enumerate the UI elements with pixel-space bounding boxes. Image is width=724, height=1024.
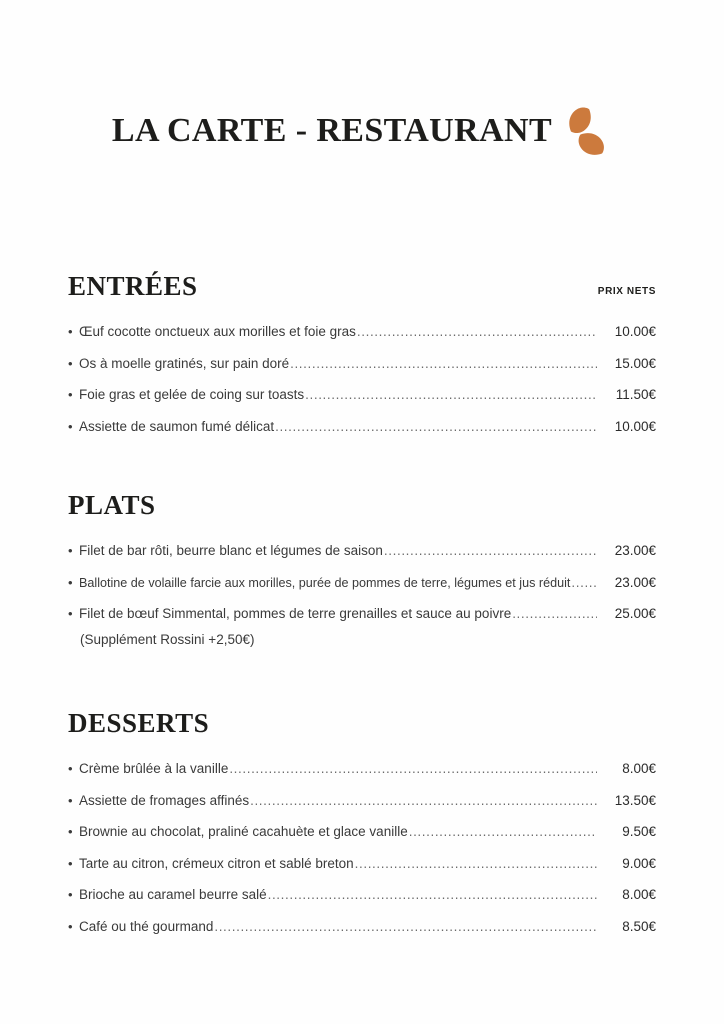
- item-name: Foie gras et gelée de coing sur toasts: [79, 387, 305, 403]
- menu-item-row: [68, 575, 656, 591]
- section-entrees: [68, 268, 656, 450]
- bullet-icon: •: [68, 355, 73, 371]
- menu-item-row: [68, 824, 656, 840]
- item-price: 25.00€: [614, 606, 656, 622]
- item-price: 9.00€: [622, 855, 656, 871]
- bullet-icon: •: [68, 824, 73, 840]
- bullet-icon: •: [68, 606, 73, 622]
- dot-leader: [229, 761, 597, 773]
- menu-item-row: [68, 793, 656, 809]
- bullet-icon: •: [68, 918, 73, 934]
- item-price: 11.50€: [615, 387, 656, 403]
- bullet-icon: •: [68, 887, 73, 903]
- section-title: DESSERTS: [68, 708, 210, 738]
- item-list: [68, 761, 656, 934]
- item-name: Brownie au chocolat, praliné cacahuète et glace vanille: [79, 824, 408, 840]
- bullet-icon: •: [68, 855, 73, 871]
- section-header: [68, 268, 656, 300]
- item-name: Filet de bœuf Simmental, pommes de terre grenailles et sauce au poivre: [79, 606, 512, 622]
- bullet-icon: •: [68, 792, 73, 808]
- dot-leader: [214, 919, 597, 931]
- dot-leader: [355, 856, 597, 868]
- dot-leader: [357, 324, 597, 336]
- menu-item-row: [68, 761, 656, 777]
- menu-item-row: [68, 387, 656, 403]
- menu-item-row: [68, 419, 656, 435]
- bullet-icon: •: [68, 761, 73, 776]
- item-price: 10.00€: [614, 324, 656, 339]
- menu-item-row: [68, 856, 656, 872]
- two-leaves-icon: [566, 104, 612, 158]
- menu-item-row: [68, 356, 656, 372]
- section-title: PLATS: [68, 490, 156, 520]
- dot-leader: [512, 606, 597, 618]
- item-price: 8.00€: [622, 761, 656, 776]
- dot-leader: [409, 824, 597, 836]
- menu-item-row: [68, 887, 656, 903]
- bullet-icon: •: [68, 387, 73, 403]
- menu-item-row: [68, 919, 656, 935]
- item-name: Assiette de saumon fumé délicat: [79, 418, 275, 434]
- item-name: Café ou thé gourmand: [79, 918, 214, 934]
- item-supplement-note: (Supplément Rossini +2,50€): [80, 631, 255, 647]
- item-list: [68, 324, 656, 434]
- menu-header: [0, 104, 724, 158]
- item-name: Assiette de fromages affinés: [79, 792, 250, 808]
- section-title: ENTRÉES: [68, 271, 198, 301]
- item-price: 23.00€: [614, 543, 656, 558]
- prix-nets-label: PRIX NETS: [597, 286, 656, 297]
- dot-leader: [290, 356, 597, 368]
- item-price: 23.00€: [614, 574, 656, 590]
- menu-item-row: [68, 324, 656, 340]
- item-name: Crème brûlée à la vanille: [79, 761, 229, 776]
- item-name: Ballotine de volaille farcie aux morilles, purée de pommes de terre, légumes et jus réduit: [79, 575, 571, 590]
- menu-item-row: [68, 543, 656, 559]
- item-price: 8.50€: [622, 918, 656, 934]
- item-price: 9.50€: [622, 824, 656, 840]
- section-header: [68, 705, 656, 737]
- item-name: Brioche au caramel beurre salé: [79, 887, 267, 903]
- menu-item-row: [68, 606, 656, 622]
- item-list: [68, 543, 656, 647]
- dot-leader: [275, 419, 597, 431]
- item-name: Os à moelle gratinés, sur pain doré: [79, 355, 290, 371]
- section-plats: [68, 487, 656, 647]
- section-desserts: [68, 705, 656, 950]
- item-name: Tarte au citron, crémeux citron et sablé breton: [79, 855, 354, 871]
- item-name: Œuf cocotte onctueux aux morilles et foie gras: [79, 324, 356, 339]
- item-price: 8.00€: [622, 887, 656, 903]
- page-title: LA CARTE - RESTAURANT: [111, 112, 553, 149]
- dot-leader: [571, 575, 597, 587]
- dot-leader: [305, 387, 597, 399]
- dot-leader: [268, 887, 597, 899]
- bullet-icon: •: [68, 418, 73, 434]
- item-price: 15.00€: [614, 355, 656, 371]
- dot-leader: [250, 793, 597, 805]
- bullet-icon: •: [68, 324, 73, 339]
- item-price: 10.00€: [614, 418, 656, 434]
- bullet-icon: •: [68, 574, 73, 590]
- dot-leader: [384, 543, 597, 555]
- bullet-icon: •: [68, 543, 73, 558]
- item-name: Filet de bar rôti, beurre blanc et légumes de saison: [79, 543, 383, 558]
- section-header: [68, 487, 656, 519]
- item-price: 13.50€: [614, 792, 656, 808]
